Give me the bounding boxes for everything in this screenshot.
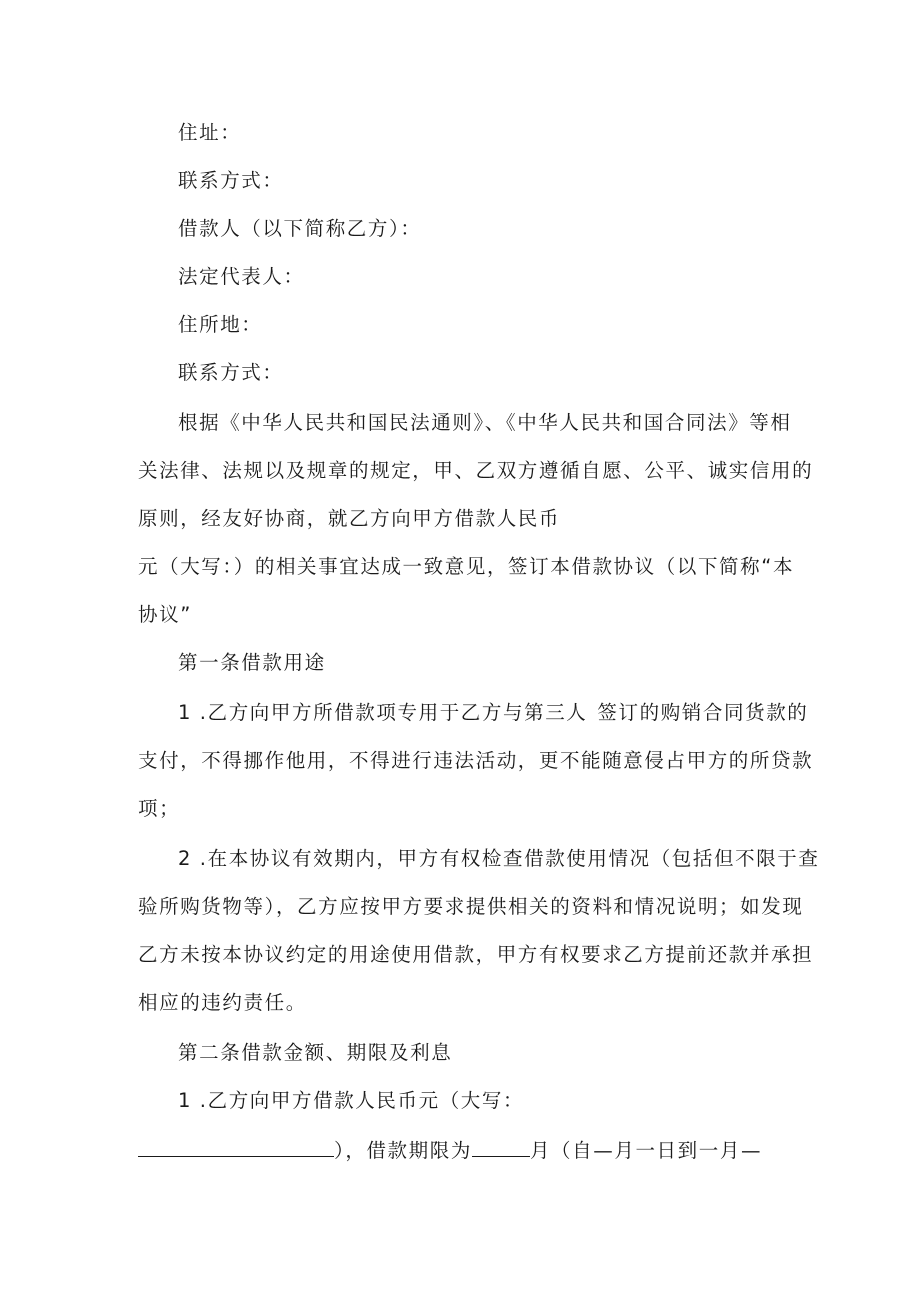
article-1-title: 第一条借款用途 — [178, 651, 326, 674]
article-1-item-2-line-4: 相应的违约责任。 — [138, 991, 307, 1014]
legal-representative-label: 法定代表人： — [178, 265, 305, 288]
article-2-item-1-line-1: 1 .乙方向甲方借款人民币元（大写： — [178, 1089, 525, 1112]
article-1-item-1-text-b: 签订的购销合同货款的 — [597, 701, 809, 724]
preamble-line-2: 关法律、法规以及规章的规定，甲、乙双方遵循自愿、公平、诚实信用的 — [138, 459, 814, 482]
article-2-item-1-text-b: 月（自—月一日到一月— — [529, 1139, 763, 1162]
article-1-item-2-line-3: 乙方未按本协议约定的用途使用借款，甲方有权要求乙方提前还款并承担 — [138, 943, 814, 966]
preamble-line-3: 原则，经友好协商，就乙方向甲方借款人民币 — [138, 507, 561, 530]
term-blank-field[interactable] — [472, 1136, 530, 1157]
borrower-label: 借款人（以下简称乙方）： — [178, 217, 422, 240]
address-label: 住址： — [178, 121, 242, 144]
article-2-item-1-text-a: ），借款期限为 — [334, 1139, 472, 1162]
preamble-line-1: 根据《中华人民共和国民法通则》、《中华人民共和国合同法》等相 — [178, 411, 792, 434]
article-1-item-1-line-3: 项； — [138, 797, 181, 820]
article-2-item-1-line-2 — [138, 1136, 762, 1164]
contact-label-1: 联系方式： — [178, 169, 284, 192]
contact-label-2: 联系方式： — [178, 361, 284, 384]
preamble-line-4: 元（大写：）的相关事宜达成一致意见，签订本借款协议（以下简称“本 — [138, 555, 795, 578]
article-1-item-1-line-2: 支付，不得挪作他用，不得进行违法活动，更不能随意侵占甲方的所贷款 — [138, 749, 814, 772]
article-1-item-2-line-2: 验所购货物等），乙方应按甲方要求提供相关的资料和情况说明；如发现 — [138, 895, 804, 918]
article-1-item-1-line-1 — [178, 700, 808, 726]
preamble-line-5: 协议” — [138, 603, 192, 626]
amount-blank-field[interactable] — [138, 1136, 334, 1157]
residence-label: 住所地： — [178, 313, 263, 336]
article-1-item-2-line-1: 2 .在本协议有效期内，甲方有权检查借款使用情况（包括但不限于查 — [178, 847, 820, 870]
article-1-item-1-text-a: 1 .乙方向甲方所借款项专用于乙方与第三人 — [178, 701, 588, 724]
article-2-title: 第二条借款金额、期限及利息 — [178, 1041, 453, 1064]
